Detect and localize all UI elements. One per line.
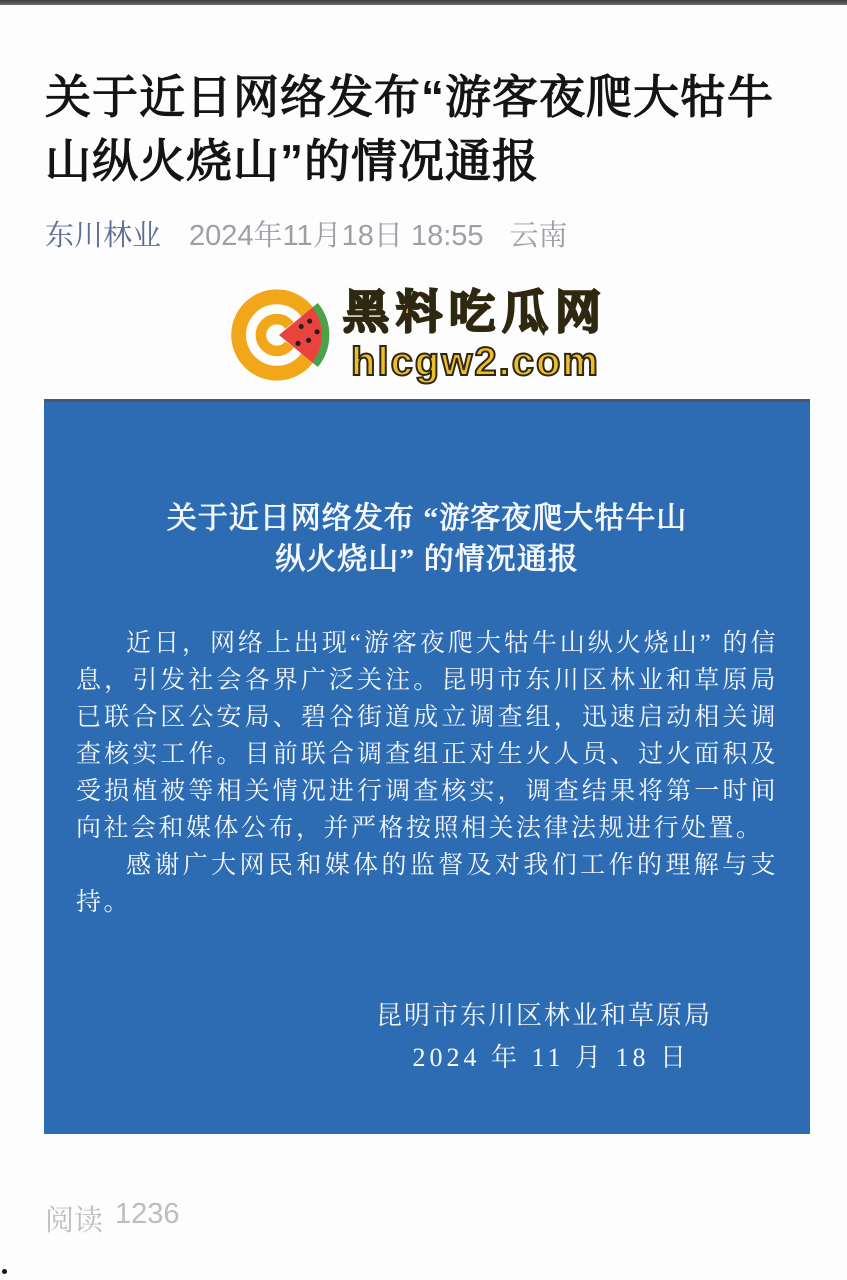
notice-body [76, 625, 778, 921]
publish-location: 云南 [509, 220, 568, 252]
read-count: 1236 [115, 1198, 180, 1230]
article-title-line1: 关于近日网络发布“游客夜爬大牯牛 [45, 71, 774, 123]
notice-paragraph: 近日，网络上出现“游客夜爬大牯牛山纵火烧山” 的信息，引发社会各界广泛关注。昆明市东川区林业和草原局已联合区公安局、碧谷街道成立调查组，迅速启动相关调查核实工作。目前联合调查组正对生火人员、过火面积及受损植被等相关情况进行调查核实，调查结果将第一时间向社会和媒体公布，并严格按照相关法律法规进行处置。 [76, 630, 778, 842]
site-watermark [227, 280, 608, 390]
watermelon-logo-icon [227, 282, 333, 388]
read-count-row [45, 1198, 802, 1239]
watermark-site-url: hlcgw2.com [351, 340, 600, 384]
watermark-text [343, 286, 608, 384]
watermark-site-name: 黑料吃瓜网 [343, 286, 608, 338]
byline [45, 213, 802, 254]
article-title [45, 65, 802, 193]
top-window-bar [0, 0, 847, 5]
article-page [0, 65, 847, 1239]
signature-date: 2024 年 11 月 18 日 [412, 1043, 690, 1072]
official-notice-image[interactable] [44, 399, 810, 1134]
notice-paragraph: 感谢广大网民和媒体的监督及对我们工作的理解与支持。 [76, 852, 778, 916]
read-label: 阅读 [45, 1205, 104, 1237]
article-title-line2: 山纵火烧山”的情况通报 [45, 135, 539, 187]
account-name-link[interactable]: 东川林业 [45, 220, 162, 252]
signature-organization: 昆明市东川区林业和草原局 [375, 1001, 712, 1030]
publish-date: 2024年11月18日 18:55 [189, 220, 484, 252]
notice-title-line2: 纵火烧山” 的情况通报 [275, 543, 579, 576]
corner-artifact-dot [2, 1269, 7, 1274]
notice-title-line1: 关于近日网络发布 “游客夜爬大牯牛山 [166, 502, 688, 535]
notice-title [76, 402, 778, 580]
notice-signature [76, 999, 778, 1075]
